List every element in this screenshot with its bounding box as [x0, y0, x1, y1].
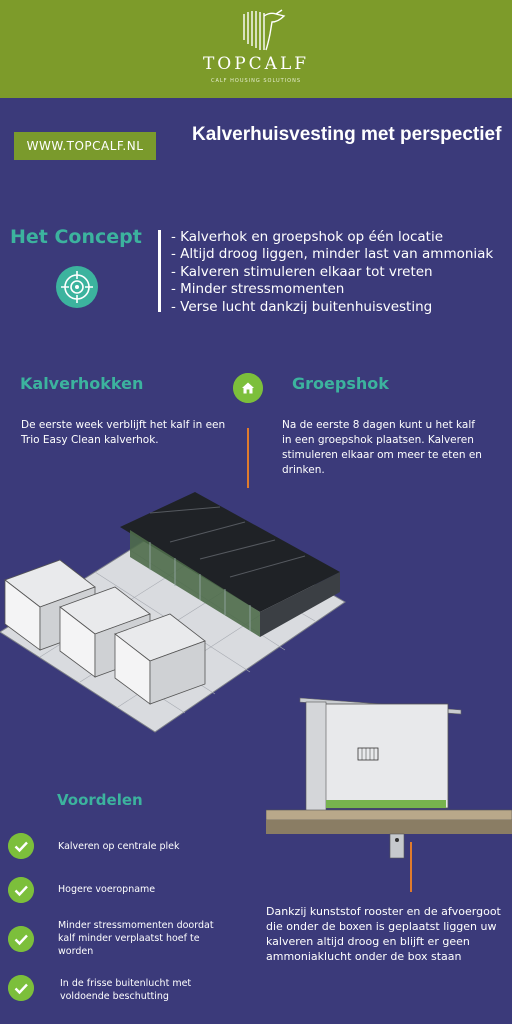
- target-icon: [55, 265, 99, 309]
- groepshok-text: Na de eerste 8 dagen kunt u het kalf in een groepshok plaatsen. Kalveren stimuleren elkaar om meer te eten en drinken.: [282, 419, 482, 476]
- concept-heading: Het Concept: [10, 226, 142, 248]
- page-title: Kalverhuisvesting met perspectief: [192, 124, 502, 145]
- header: [0, 0, 512, 98]
- list-item: [8, 877, 248, 905]
- brand-name: TOPCALF: [202, 54, 310, 74]
- calf-logo-icon: [236, 6, 288, 52]
- kalverhokken-text: De eerste week verblijft het kalf in een Trio Easy Clean kalverhok.: [21, 419, 226, 446]
- cross-section-illustration: [266, 690, 512, 860]
- kalverhokken-heading: Kalverhokken: [20, 374, 144, 393]
- brand-tagline: CALF HOUSING SOLUTIONS: [210, 78, 302, 84]
- list-item: [8, 833, 248, 861]
- concept-divider: [158, 230, 161, 312]
- concept-list: [171, 229, 493, 316]
- list-item: - Altijd droog liggen, minder last van ammoniak: [171, 246, 494, 263]
- groepshok-heading: Groepshok: [292, 374, 389, 393]
- voordeel-text: Hogere voeropname: [58, 884, 156, 895]
- list-item: - Kalverhok en groepshok op één locatie: [171, 229, 444, 245]
- website-button[interactable]: WWW.TOPCALF.NL: [14, 132, 156, 160]
- check-icon: [8, 833, 34, 859]
- voordeel-text: Kalveren op centrale plek: [58, 841, 180, 852]
- check-icon: [8, 877, 34, 903]
- voordeel-text: In de frisse buitenlucht met voldoende beschutting: [60, 978, 192, 1002]
- voordelen-heading: Voordelen: [57, 791, 143, 809]
- list-item: [8, 920, 248, 957]
- check-icon: [8, 975, 34, 1001]
- orange-connector-line: [247, 428, 249, 488]
- home-icon: [233, 373, 263, 403]
- check-icon: [8, 926, 34, 952]
- rooster-text: Dankzij kunststof rooster en de afvoergoot die onder de boxen is geplaatst liggen uw kalveren altijd droog en blijft er geen ammoniaklucht onder de box staan: [266, 905, 501, 963]
- list-item: - Verse lucht dankzij buitenhuisvesting: [171, 298, 433, 315]
- list-item: [8, 975, 248, 1003]
- list-item: - Kalveren stimuleren elkaar tot vreten: [171, 263, 433, 280]
- orange-connector-line: [410, 842, 412, 892]
- list-item: - Minder stressmomenten: [171, 281, 345, 298]
- voordeel-text: Minder stressmomenten doordat kalf minder verplaatst hoef te worden: [58, 920, 214, 957]
